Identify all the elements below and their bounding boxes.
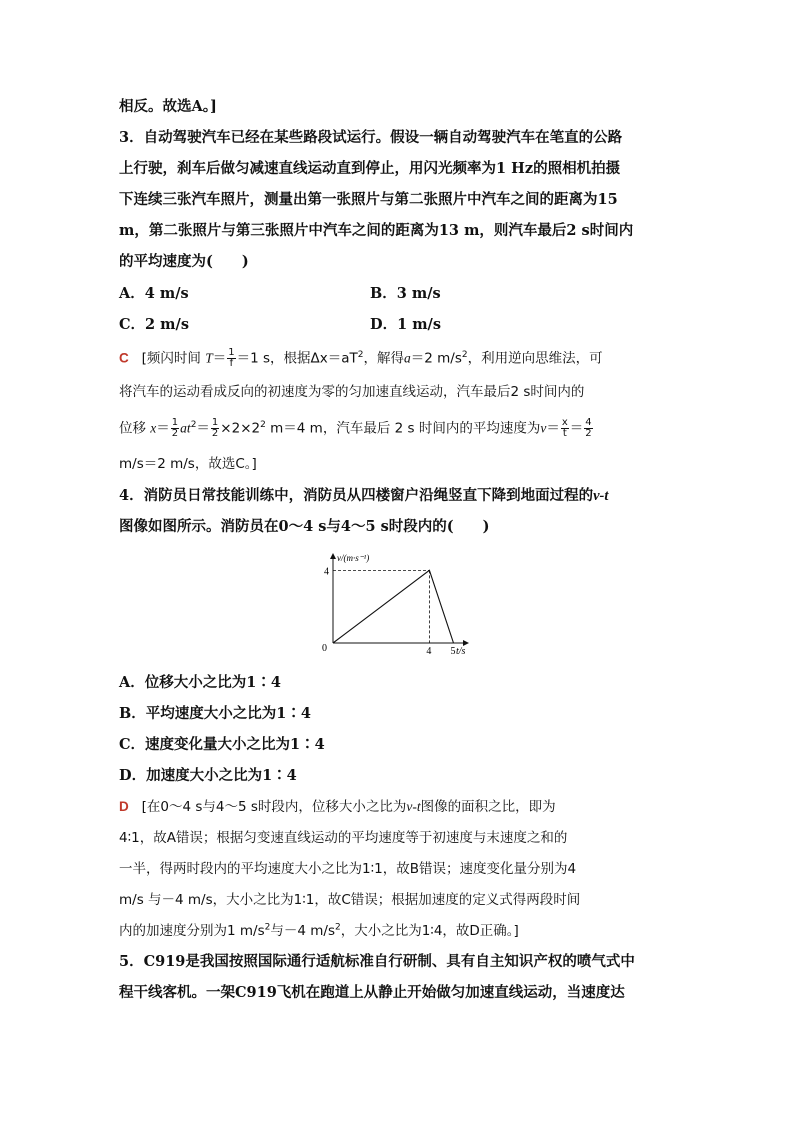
q3-explanation-line-1: C [频闪时间 T＝ $\frac{1}{f}$ ＝1 s，根据$\Delta x=aT^2$，解得a＝2 $m/s^2$，利用逆向思维法，可: [119, 347, 603, 369]
x-tick-label-5: 5: [450, 646, 456, 657]
q3-explanation-line-3: 位移 x＝ $\frac{1}{2}$ $at^2=$ $\frac{1}{2}$ $\times 2\times 2^2$ m＝4 m，汽车最后 2 s 时间内的平均速度为v＝ $\frac{x}{t}$ ＝ $\frac{4}{2}$: [119, 417, 592, 439]
y-axis-label: v/(m·s⁻¹): [337, 553, 370, 563]
y-tick-label-4: 4: [324, 566, 329, 578]
q3-option-a: A．4 m/s: [119, 285, 189, 302]
fraction: $\frac{1}{2}$: [171, 417, 179, 439]
vt-graph: [318, 548, 478, 660]
q4-answer-letter: D: [119, 799, 129, 814]
q3-explanation-line-2: 将汽车的运动看成反向的初速度为零的匀加速直线运动，汽车最后2 s时间内的: [119, 384, 585, 400]
q3-option-d: D．1 m/s: [370, 316, 442, 333]
q5-line-1: 5．C919是我国按照国际通行适航标准自行研制、具有自主知识产权的喷气式中: [119, 953, 635, 970]
q4-option-d: D．加速度大小之比为1∶4: [119, 767, 297, 784]
origin-label: 0: [322, 643, 327, 654]
series-line-v-t: [333, 570, 454, 643]
q4-explanation-line-2: 4∶1，故A错误；根据匀变速直线运动的平均速度等于初速度与末速度之和的: [119, 830, 568, 846]
q3-line-5: 的平均速度为( ): [119, 253, 249, 270]
prev-answer-tail: 相反。故选A。]: [119, 98, 217, 115]
q3-option-c: C．2 m/s: [119, 316, 189, 333]
q4-option-c: C．速度变化量大小之比为1∶4: [119, 736, 325, 753]
q3-option-b: B．3 m/s: [370, 285, 441, 302]
q4-explanation-line-4: m/s 与－4 m/s，大小之比为1∶1，故C错误；根据加速度的定义式得两段时间: [119, 892, 581, 908]
q3-answer-letter: C: [119, 350, 129, 366]
q3-line-2: 上行驶，刹车后做匀减速直线运动直到停止，用闪光频率为1 Hz的照相机拍摄: [119, 160, 621, 177]
q5-line-2: 程干线客机。一架C919飞机在跑道上从静止开始做匀加速直线运动，当速度达: [119, 984, 625, 1001]
x-tick-label-4: 4: [426, 646, 432, 657]
fraction: $\frac{1}{f}$: [228, 347, 235, 369]
q3-explanation-line-4: m/s＝2 m/s，故选C。]: [119, 456, 257, 472]
q3-line-1: 3．自动驾驶汽车已经在某些路段试运行。假设一辆自动驾驶汽车在笔直的公路: [119, 129, 623, 146]
q4-line-1: 4．消防员日常技能训练中，消防员从四楼窗户沿绳竖直下降到地面过程的v-t: [119, 487, 609, 504]
q4-explanation-line-3: 一半，得两时段内的平均速度大小之比为1∶1，故B错误；速度变化量分别为4: [119, 861, 577, 877]
q4-explanation-line-5: 内的加速度分别为1 $m/s^2$与－4 $m/s^2$，大小之比为1∶4，故D正确。]: [119, 922, 519, 939]
fraction: $\frac{4}{2}$: [585, 417, 592, 439]
q4-option-b: B．平均速度大小之比为1∶4: [119, 705, 311, 722]
q4-explanation-line-1: D [在0～4 s与4～5 s时段内，位移大小之比为v-t图像的面积之比，即为: [119, 799, 556, 815]
q3-line-4: m，第二张照片与第三张照片中汽车之间的距离为13 m，则汽车最后2 s时间内: [119, 222, 634, 239]
q3-line-3: 下连续三张汽车照片，测量出第一张照片与第二张照片中汽车之间的距离为15: [119, 191, 618, 208]
x-axis-label: t/s: [456, 646, 466, 657]
fraction: $\frac{x}{t}$: [561, 417, 568, 439]
fraction: $\frac{1}{2}$: [211, 417, 219, 439]
q4-option-a: A．位移大小之比为1∶4: [119, 674, 281, 691]
q4-line-2: 图像如图所示。消防员在0～4 s与4～5 s时段内的( ): [119, 518, 490, 535]
